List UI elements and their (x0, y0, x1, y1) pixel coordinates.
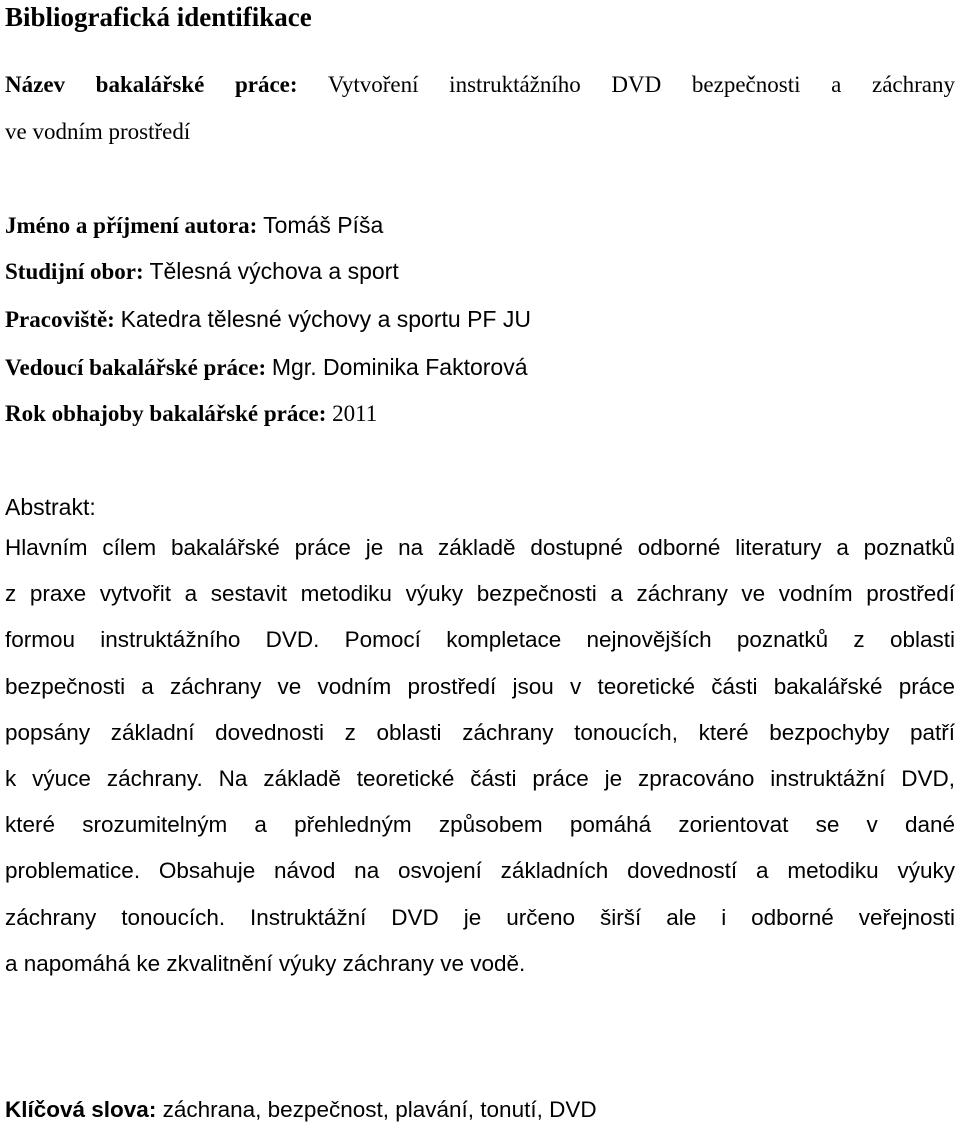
defense-year-label: Rok obhajoby bakalářské práce: (5, 401, 327, 426)
field-label: Studijní obor: (5, 259, 144, 284)
supervisor-value: Mgr. Dominika Faktorová (271, 354, 528, 380)
keywords-value: záchrana, bezpečnost, plavání, tonutí, DVD (162, 1097, 597, 1122)
department-line (5, 305, 531, 334)
thesis-title-value: Vytvoření instruktážního DVD bezpečnosti a záchrany (327, 72, 955, 97)
thesis-title-line (5, 71, 955, 99)
thesis-title-line-2 (5, 118, 190, 146)
thesis-title-label: Název bakalářské práce: (5, 72, 298, 97)
abstract-body (5, 534, 955, 996)
abstract-line: popsány základní dovednosti z oblasti záchrany tonoucích, které bezpochyby patří (5, 719, 955, 745)
author-value: Tomáš Píša (263, 212, 384, 238)
abstract-line: záchrany tonoucích. Instruktážní DVD je určeno širší ale i odborné veřejnosti (5, 904, 955, 930)
supervisor-line (5, 353, 528, 382)
department-label: Pracoviště: (5, 307, 115, 332)
abstract-line: z praxe vytvořit a sestavit metodiku výuky bezpečnosti a záchrany ve vodním prostředí (5, 581, 955, 607)
abstract-line: bezpečnosti a záchrany ve vodním prostředí jsou v teoretické části bakalářské práce (5, 673, 955, 699)
abstract-line: k výuce záchrany. Na základě teoretické části práce je zpracováno instruktážní DVD, (5, 765, 955, 791)
abstract-heading: Abstrakt: (5, 494, 96, 520)
keywords-label: Klíčová slova: (5, 1097, 157, 1122)
abstract-line: formou instruktážního DVD. Pomocí kompletace nejnovějších poznatků z oblasti (5, 627, 955, 653)
page-title: Bibliografická identifikace (5, 2, 312, 32)
defense-year-value: 2011 (332, 401, 378, 426)
abstract-line: a napomáhá ke zkvalitnění výuky záchrany ve vodě. (5, 950, 526, 976)
keywords-line (5, 1096, 597, 1124)
defense-year-line (5, 400, 377, 428)
supervisor-label: Vedoucí bakalářské práce: (5, 355, 267, 380)
abstract-line: problematice. Obsahuje návod na osvojení základních dovedností a metodiku výuky (5, 858, 955, 884)
field-value: Tělesná výchova a sport (149, 258, 399, 284)
author-line (5, 211, 383, 240)
bibliographic-page (5, 0, 955, 1129)
department-value: Katedra tělesné výchovy a sportu PF JU (120, 306, 531, 332)
field-line (5, 257, 399, 286)
abstract-line: které srozumitelným a přehledným způsobem pomáhá zorientovat se v dané (5, 812, 955, 838)
author-label: Jméno a příjmení autora: (5, 213, 258, 238)
abstract-line: Hlavním cílem bakalářské práce je na základě dostupné odborné literatury a poznatků (5, 535, 955, 560)
thesis-title-value-continued: ve vodním prostředí (5, 119, 191, 144)
